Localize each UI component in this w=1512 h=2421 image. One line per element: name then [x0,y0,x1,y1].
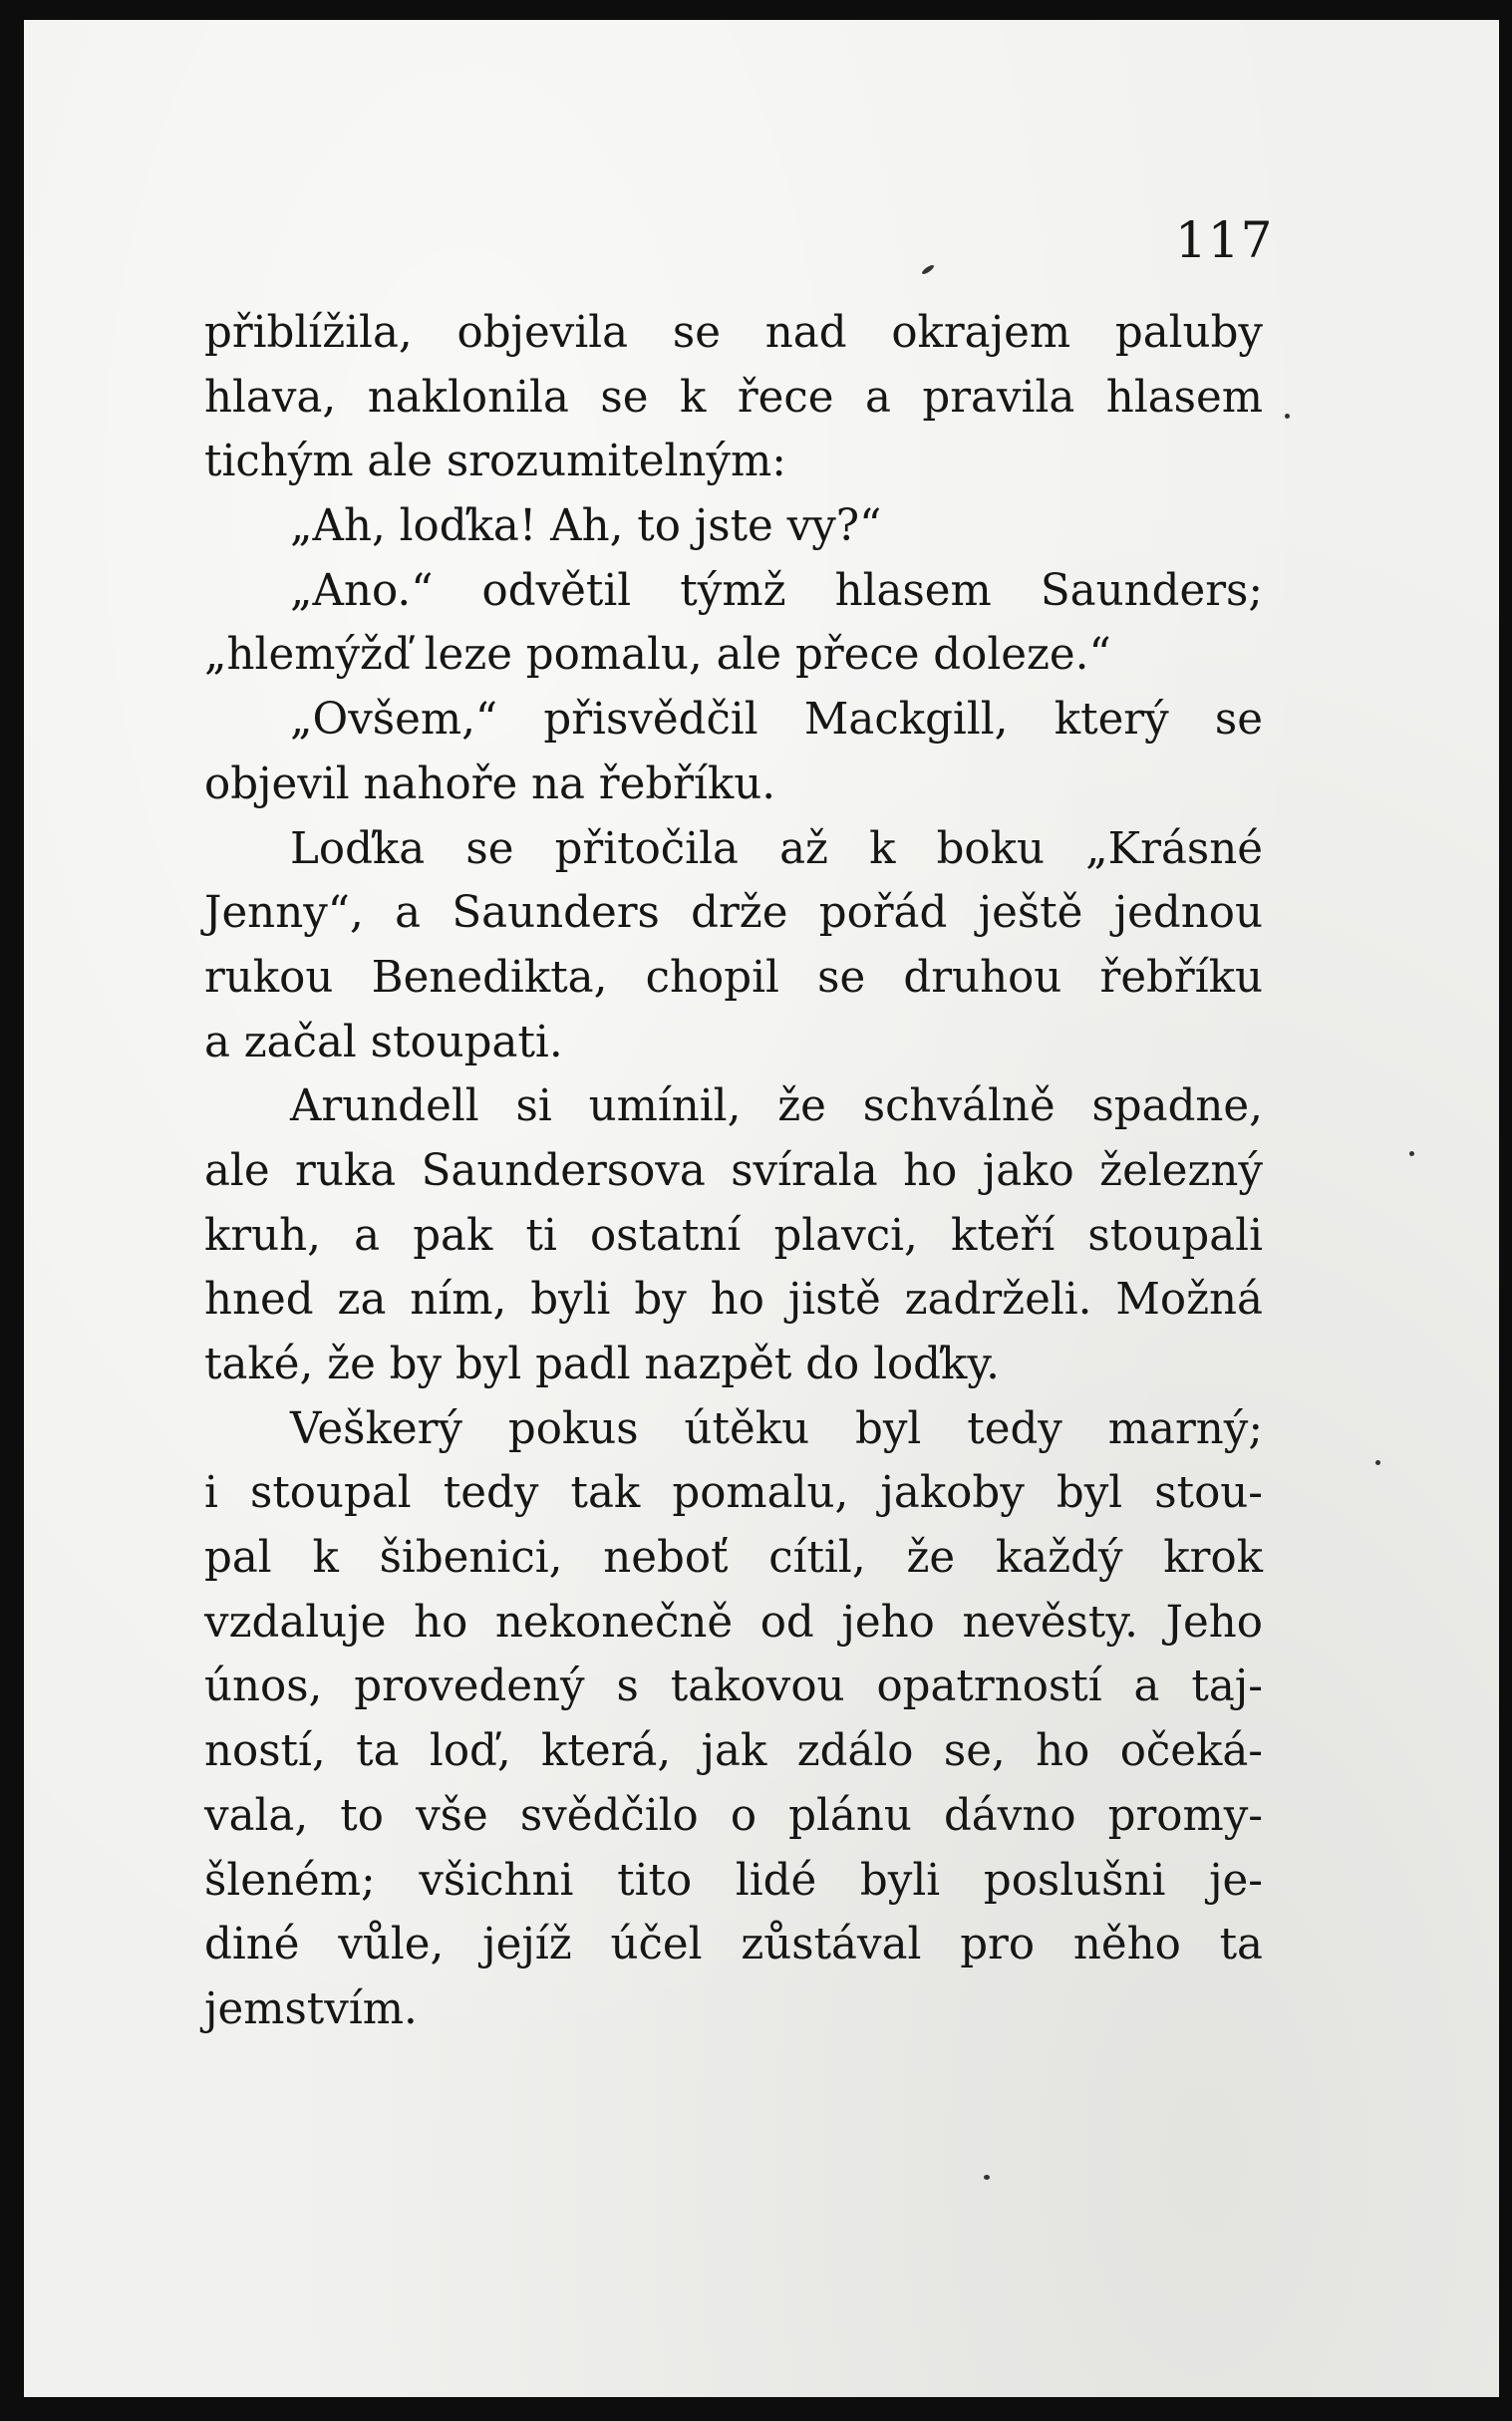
body-text [204,301,1263,2042]
text-line: Loďka se přitočila až k boku „Krásné [290,823,1263,874]
text-line: kruh, a pak ti ostatní plavci, kteří stoupali [204,1210,1263,1261]
text-line: „hlemýžď leze pomalu, ale přece doleze.“ [204,630,1111,681]
text-line: únos, provedený s takovou opatrností a taj- [204,1662,1263,1712]
text-line: rukou Benedikta, chopil se druhou řebříku [204,952,1263,1003]
text-line: vzdaluje ho nekonečně od jeho nevěsty. Jeho [204,1597,1263,1648]
text-line: „Ano.“ odvětil týmž hlasem Saunders; [290,565,1263,616]
text-line: hned za ním, byli by ho jistě zadrželi. Možná [204,1275,1263,1326]
text-line: „Ovšem,“ přisvědčil Mackgill, který se [290,695,1263,746]
text-line: také, že by byl padl nazpět do loďky. [204,1340,1000,1389]
ink-speck [921,263,935,275]
text-line: ale ruka Saundersova svírala ho jako železný [204,1145,1263,1196]
text-line: diné vůle, jejíž účel zůstával pro něho ta [204,1920,1263,1970]
text-line: objevil nahoře na řebříku. [204,758,776,809]
text-line: přiblížila, objevila se nad okrajem paluby [204,308,1263,358]
text-line: šleném; všichni tito lidé byli poslušni je- [204,1855,1263,1906]
text-line: hlava, naklonila se k řece a pravila hlasem [204,372,1263,423]
text-line: Arundell si umínil, že schválně spadne, [290,1081,1263,1132]
text-line: jemstvím. [204,1983,418,2034]
ink-speck [1375,1460,1380,1465]
text-line: vala, to vše svědčilo o plánu dávno promy- [204,1790,1263,1841]
text-line: Jenny“, a Saunders drže pořád ještě jednou [204,888,1263,939]
book-page [24,20,1499,2397]
text-line: tichým ale srozumitelným: [204,437,786,487]
ink-speck [984,2175,990,2180]
text-line: Veškerý pokus útěku byl tedy marný; [290,1403,1263,1454]
text-line: i stoupal tedy tak pomalu, jakoby byl stou- [204,1468,1263,1519]
ink-speck [1285,414,1290,419]
text-line: ností, ta loď, která, jak zdálo se, ho očeká- [204,1726,1263,1777]
text-line: a začal stoupati. [204,1017,563,1067]
ink-speck [1409,1151,1414,1156]
page-number: 117 [1175,211,1274,269]
text-line: pal k šibenici, neboť cítil, že každý krok [204,1533,1263,1584]
text-line: „Ah, loďka! Ah, to jste vy?“ [290,501,882,552]
